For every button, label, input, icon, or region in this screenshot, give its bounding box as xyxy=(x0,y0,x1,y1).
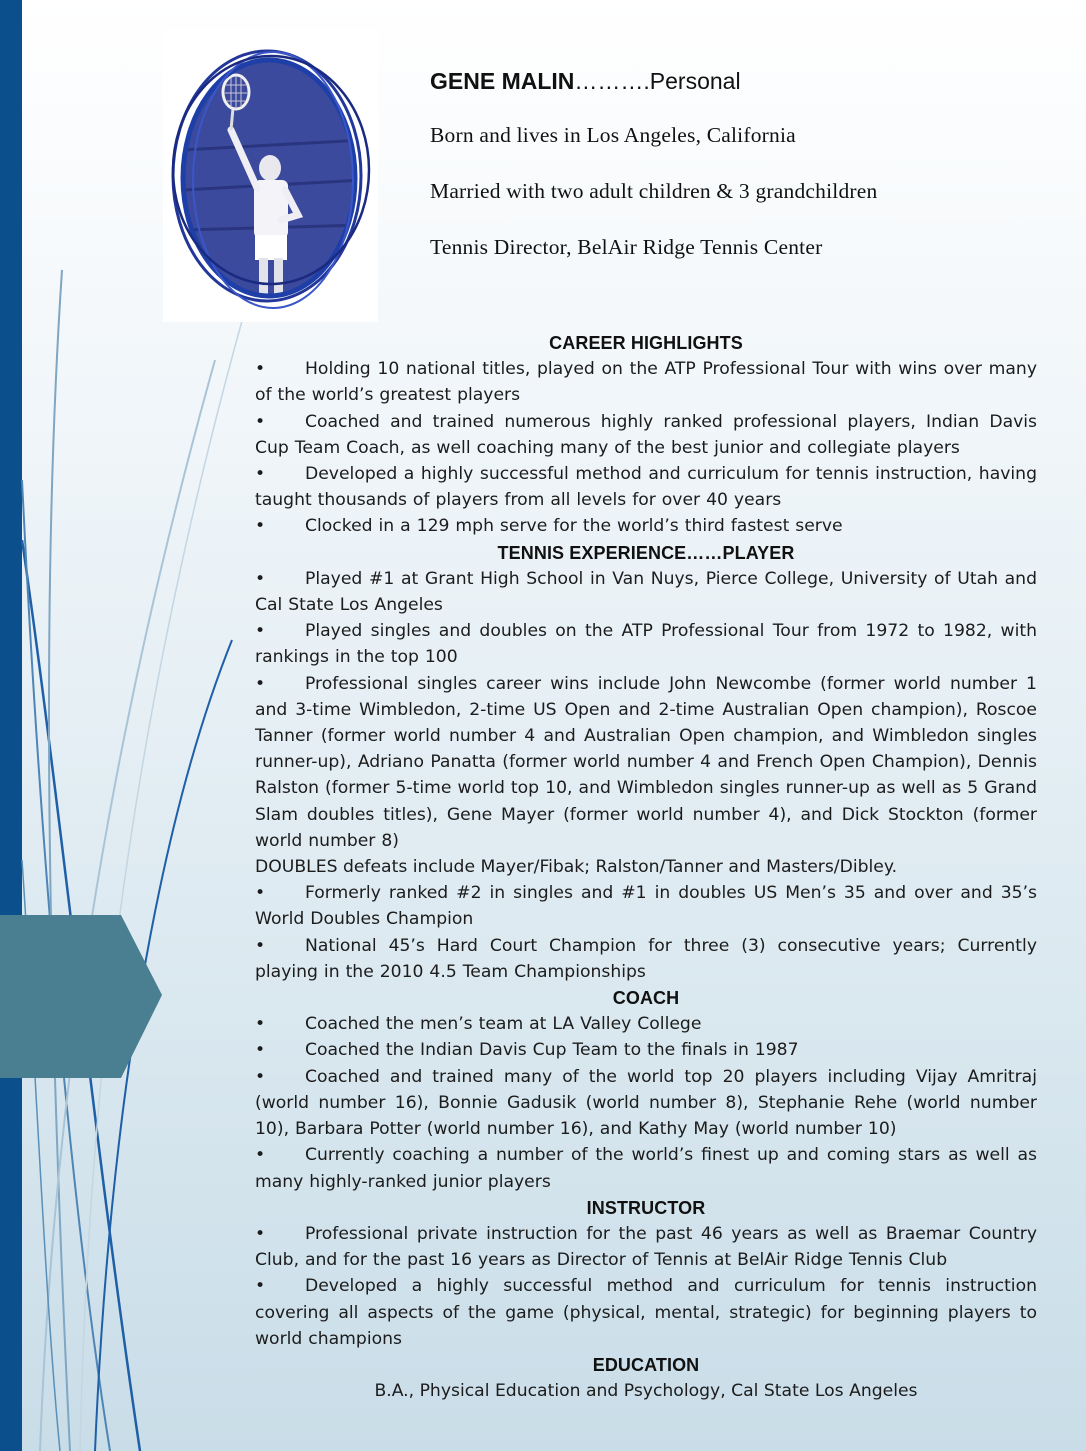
list-item: • Developed a highly successful method and curriculum for tennis instruction covering all aspects of the game (physical, mental, strategic) for beginning players to world champions xyxy=(255,1273,1037,1352)
list-item: • Coached the men’s team at LA Valley College xyxy=(255,1011,1037,1037)
name-line xyxy=(430,68,1070,95)
family-line: Married with two adult children & 3 grandchildren xyxy=(430,179,878,203)
list-item: • Coached and trained numerous highly ranked professional players, Indian Davis Cup Team Coach, as well coaching many of the best junior and collegiate players xyxy=(255,409,1037,461)
player-experience-title: TENNIS EXPERIENCE……PLAYER xyxy=(497,542,795,563)
instructor-title: INSTRUCTOR xyxy=(586,1197,706,1218)
list-item: • Professional singles career wins include John Newcombe (former world number 1 and 3-time Wimbledon, 2-time US Open and 2-time Australian Open champion), Roscoe Tanner (former world number 4 and Australian Open champion, and Wimbledon singles runner-up), Adriano Panatta (former world number 4 and French Open Champion), Dennis Ralston (former 5-time world top 10, and Wimbledon singles runner-up as well as 5 Grand Slam doubles titles), Gene Mayer (former world number 4), and Dick Stockton (former world number 8) xyxy=(255,671,1037,854)
list-item: • Played singles and doubles on the ATP Professional Tour from 1972 to 1982, with rankings in the top 100 xyxy=(255,618,1037,670)
bullet-icon: • xyxy=(255,568,266,589)
list-item: • Professional private instruction for the past 46 years as well as Braemar Country Club, and for the past 16 years as Director of Tennis at BelAir Ridge Tennis Club xyxy=(255,1221,1037,1273)
bullet-icon: • xyxy=(255,1014,266,1035)
education-degree: B.A., Physical Education and Psychology, Cal State Los Angeles xyxy=(374,1381,918,1402)
career-highlights-title: CAREER HIGHLIGHTS xyxy=(549,333,743,353)
bullet-icon: • xyxy=(255,1066,266,1087)
bullet-icon: • xyxy=(255,673,266,694)
education-title: EDUCATION xyxy=(592,1354,700,1375)
bullet-icon: • xyxy=(255,621,266,642)
resume-content xyxy=(255,330,1037,1404)
bullet-icon: • xyxy=(255,1040,266,1061)
list-item: • Coached and trained many of the world top 20 players including Vijay Amritraj (world number 16), Bonnie Gadusik (world number 8), Stephanie Rehe (world number 10), Barbara Potter (world number 16), and Kathy May (world number 10) xyxy=(255,1064,1037,1143)
coach-title: COACH xyxy=(612,988,680,1009)
list-item: • Holding 10 national titles, played on the ATP Professional Tour with wins over many of the world’s greatest players xyxy=(255,356,1037,408)
bullet-icon: • xyxy=(255,359,266,380)
profile-photo xyxy=(163,30,378,322)
bullet-icon: • xyxy=(255,1276,266,1297)
list-item: • Played #1 at Grant High School in Van Nuys, Pierce College, University of Utah and Cal State Los Angeles xyxy=(255,566,1037,618)
person-name: GENE MALIN xyxy=(430,68,575,94)
list-item: • Clocked in a 129 mph serve for the world’s third fastest serve xyxy=(255,513,1037,539)
list-item: • Coached the Indian Davis Cup Team to the finals in 1987 xyxy=(255,1037,1037,1063)
tennis-player-photo-icon xyxy=(163,30,378,322)
position-line: Tennis Director, BelAir Ridge Tennis Center xyxy=(430,235,823,259)
bullet-icon: • xyxy=(255,411,266,432)
arrow-tab-shape xyxy=(0,915,162,1078)
list-item: • Developed a highly successful method and curriculum for tennis instruction, having taught thousands of players from all levels for over 40 years xyxy=(255,461,1037,513)
name-suffix: ……….Personal xyxy=(574,68,741,94)
doubles-note: DOUBLES defeats include Mayer/Fibak; Ralston/Tanner and Masters/Dibley. xyxy=(255,857,898,878)
list-item: • Formerly ranked #2 in singles and #1 in doubles US Men’s 35 and over and 35’s World Doubles Champion xyxy=(255,880,1037,932)
bullet-icon: • xyxy=(255,464,266,485)
bullet-icon: • xyxy=(255,935,266,956)
personal-header xyxy=(430,68,1070,291)
list-item: • Currently coaching a number of the world’s finest up and coming stars as well as many highly-ranked junior players xyxy=(255,1142,1037,1194)
list-item: • National 45’s Hard Court Champion for three (3) consecutive years; Currently playing in the 2010 4.5 Team Championships xyxy=(255,933,1037,985)
bullet-icon: • xyxy=(255,516,266,537)
bullet-icon: • xyxy=(255,1145,266,1166)
birthplace-line: Born and lives in Los Angeles, California xyxy=(430,123,796,147)
bullet-icon: • xyxy=(255,1223,266,1244)
bullet-icon: • xyxy=(255,883,266,904)
